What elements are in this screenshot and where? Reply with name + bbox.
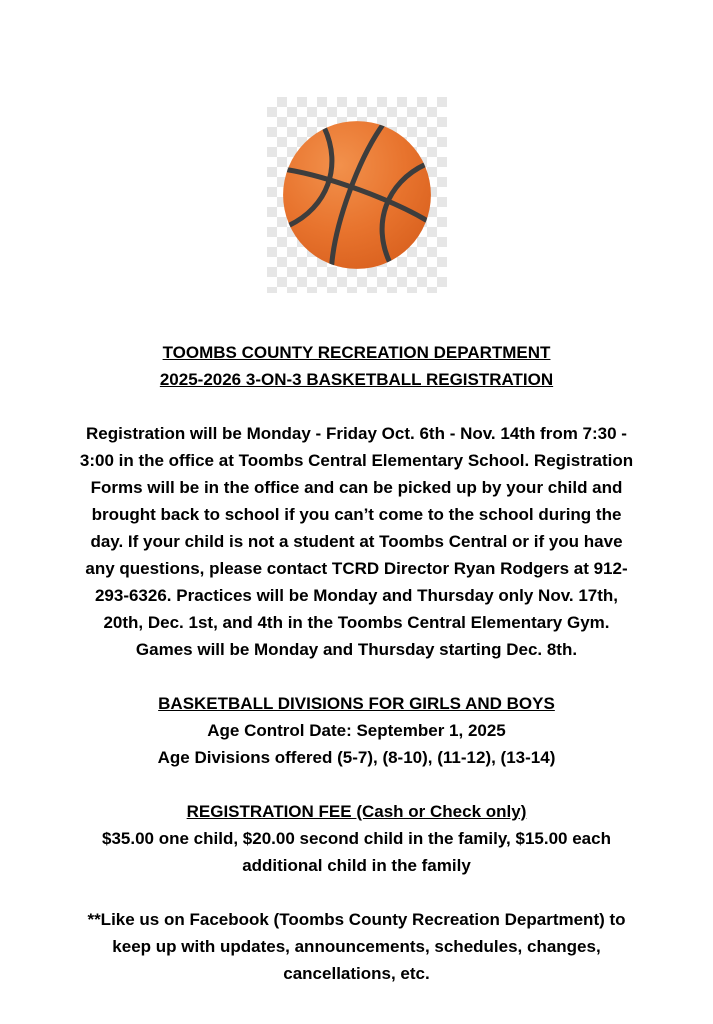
divisions-heading <box>74 690 640 717</box>
fee-heading <box>74 798 640 825</box>
age-divisions-line: Age Divisions offered (5-7), (8-10), (11-12), (13-14) <box>157 748 556 767</box>
flyer-title <box>74 339 640 393</box>
facebook-note: **Like us on Facebook (Toombs County Recreation Department) to keep up with updates, announcements, schedules, changes, cancellations, etc. <box>87 910 626 983</box>
basketball-image <box>267 97 447 293</box>
basketball-icon <box>273 111 441 279</box>
fee-heading-text: REGISTRATION FEE (Cash or Check only) <box>186 802 527 821</box>
flyer-title-line2: 2025-2026 3-ON-3 BASKETBALL REGISTRATION <box>159 370 554 389</box>
fee-details-line: $35.00 one child, $20.00 second child in the family, $15.00 each additional child in the family <box>102 829 611 875</box>
flyer-title-line1: TOOMBS COUNTY RECREATION DEPARTMENT <box>162 343 551 362</box>
registration-info-paragraph: Registration will be Monday - Friday Oct. 6th - Nov. 14th from 7:30 - 3:00 in the office at Toombs Central Elementary School. Registration Forms will be in the office and can be picked up by your child and brought back to school if you can’t come to the school during the day. If your child is not a student at Toombs Central or if you have any questions, please contact TCRD Director Ryan Rodgers at 912-293-6326. Practices will be Monday and Thursday only Nov. 17th, 20th, Dec. 1st, and 4th in the Toombs Central Elementary Gym. Games will be Monday and Thursday starting Dec. 8th. <box>79 424 634 659</box>
divisions-heading-text: BASKETBALL DIVISIONS FOR GIRLS AND BOYS <box>158 694 555 713</box>
flyer-body <box>74 339 640 987</box>
age-control-date-line: Age Control Date: September 1, 2025 <box>207 721 506 740</box>
